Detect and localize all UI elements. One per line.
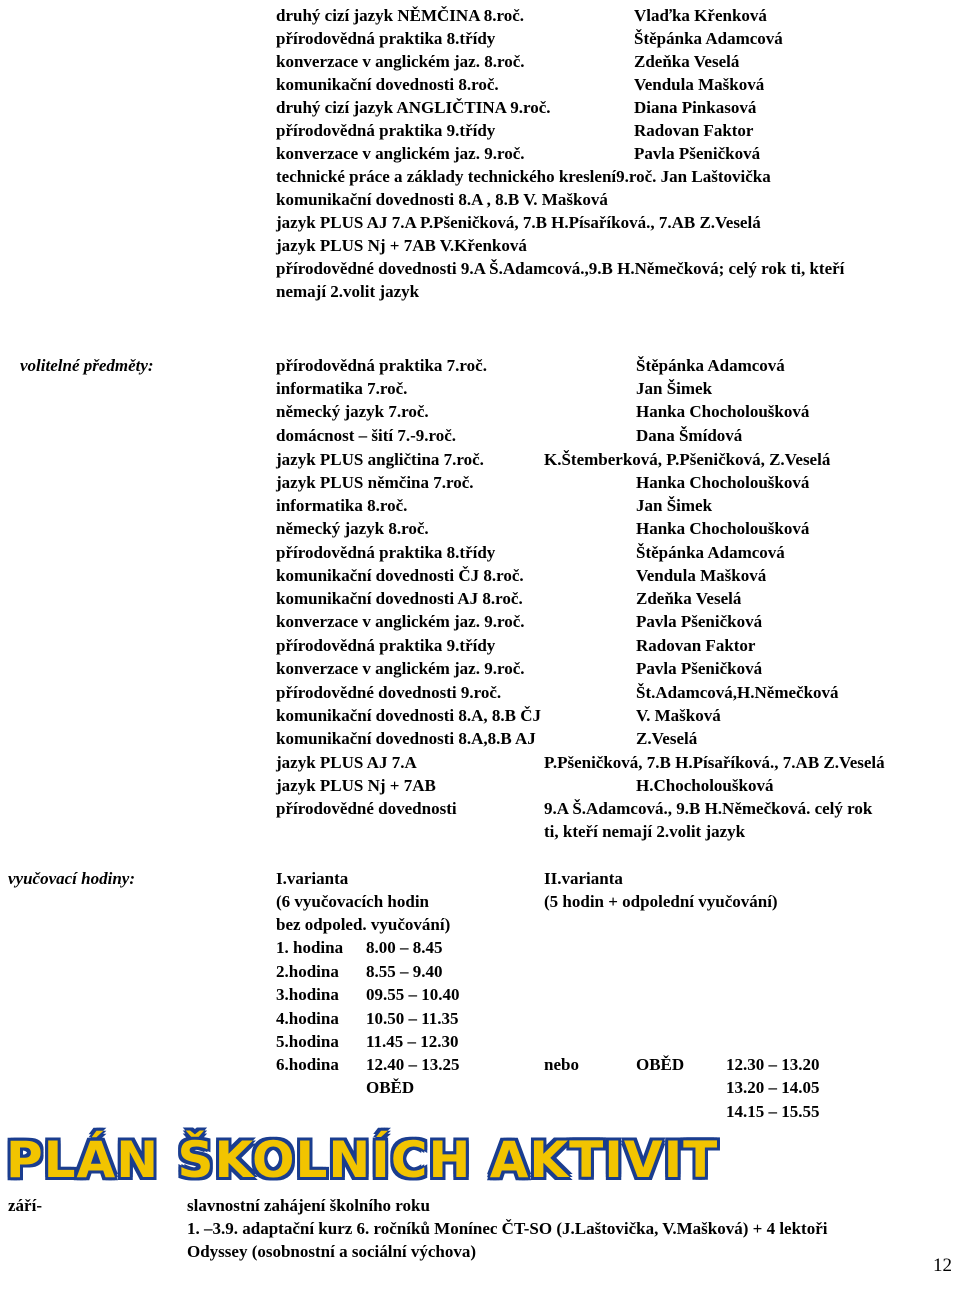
elective-subject: komunikační dovednosti ČJ 8.roč. xyxy=(276,566,524,585)
hour-label: 6.hodina xyxy=(276,1055,339,1074)
activity-line: slavnostní zahájení školního roku xyxy=(187,1196,430,1215)
elective-teacher: Hanka Chocholoušková xyxy=(636,473,810,492)
activity-line: 1. –3.9. adaptační kurz 6. ročníků Monínec ČT-SO (J.Laštovička, V.Mašková) + 4 lektoři xyxy=(187,1219,828,1238)
elective-subject: konverzace v anglickém jaz. 9.roč. xyxy=(276,659,525,678)
variant-2-title: II.varianta xyxy=(544,869,623,888)
hour-time: 10.50 – 11.35 xyxy=(366,1009,459,1028)
top-subject: druhý cizí jazyk NĚMČINA 8.roč. xyxy=(276,6,525,25)
hour-time: 8.00 – 8.45 xyxy=(366,938,443,957)
variant-2-time: 14.15 – 15.55 xyxy=(726,1102,820,1121)
hour-label: 4.hodina xyxy=(276,1009,339,1028)
or-label: nebo xyxy=(544,1055,579,1074)
variant-2-time: 12.30 – 13.20 xyxy=(726,1055,820,1074)
lunch-label: OBĚD xyxy=(636,1055,685,1074)
elective-teacher: Štěpánka Adamcová xyxy=(636,543,785,562)
elective-teacher: Jan Šimek xyxy=(636,496,713,515)
elective-teacher: V. Mašková xyxy=(636,706,721,725)
elective-teacher: Z.Veselá xyxy=(636,729,698,748)
top-teacher: Štěpánka Adamcová xyxy=(634,29,783,48)
elective-teacher: Zdeňka Veselá xyxy=(636,589,742,608)
elective-subject: komunikační dovednosti AJ 8.roč. xyxy=(276,589,523,608)
activities-banner: PLÁN ŠKOLNÍCH AKTIVIT xyxy=(6,1131,719,1189)
hours-heading: vyučovací hodiny: xyxy=(8,869,135,888)
hour-label: 3.hodina xyxy=(276,985,339,1004)
hour-time: 12.40 – 13.25 xyxy=(366,1055,460,1074)
hour-label: 5.hodina xyxy=(276,1032,339,1051)
elective-subject: komunikační dovednosti 8.A,8.B AJ xyxy=(276,729,536,748)
elective-teacher: H.Chocholoušková xyxy=(636,776,774,795)
hour-time: 09.55 – 10.40 xyxy=(366,985,460,1004)
elective-subject: přírodovědné dovednosti xyxy=(276,799,457,818)
hour-time: 11.45 – 12.30 xyxy=(366,1032,459,1051)
elective-teacher: P.Pšeničková, 7.B H.Písaříková., 7.AB Z.Veselá xyxy=(544,753,885,772)
elective-teacher: Št.Adamcová,H.Němečková xyxy=(636,683,839,702)
top-subject: konverzace v anglickém jaz. 8.roč. xyxy=(276,52,525,71)
elective-teacher: Hanka Chocholoušková xyxy=(636,519,810,538)
variant-1-note: bez odpoled. vyučování) xyxy=(276,915,451,934)
page-number: 12 xyxy=(933,1255,952,1276)
top-line: jazyk PLUS Nj + 7AB V.Křenková xyxy=(276,236,527,255)
top-subject: konverzace v anglickém jaz. 9.roč. xyxy=(276,144,525,163)
hour-label: 2.hodina xyxy=(276,962,339,981)
elective-teacher: 9.A Š.Adamcová., 9.B H.Němečková. celý rok xyxy=(544,799,873,818)
variant-1-title: I.varianta xyxy=(276,869,349,888)
elective-subject: přírodovědná praktika 9.třídy xyxy=(276,636,496,655)
elective-teacher: Dana Šmídová xyxy=(636,426,743,445)
elective-subject: přírodovědná praktika 7.roč. xyxy=(276,356,487,375)
elective-subject: informatika 7.roč. xyxy=(276,379,408,398)
elective-teacher: Jan Šimek xyxy=(636,379,713,398)
top-subject: druhý cizí jazyk ANGLIČTINA 9.roč. xyxy=(276,98,551,117)
variant-2-time: 13.20 – 14.05 xyxy=(726,1078,820,1097)
elective-subject: jazyk PLUS němčina 7.roč. xyxy=(276,473,474,492)
elective-subject: německý jazyk 8.roč. xyxy=(276,519,429,538)
elective-subject: německý jazyk 7.roč. xyxy=(276,402,429,421)
elective-heading: volitelné předměty: xyxy=(20,356,154,375)
elective-subject: jazyk PLUS Nj + 7AB xyxy=(276,776,436,795)
elective-subject: přírodovědné dovednosti 9.roč. xyxy=(276,683,502,702)
top-teacher: Radovan Faktor xyxy=(634,121,754,140)
elective-subject: komunikační dovednosti 8.A, 8.B ČJ xyxy=(276,706,541,725)
top-subject: komunikační dovednosti 8.roč. xyxy=(276,75,499,94)
top-line: komunikační dovednosti 8.A , 8.B V. Mašková xyxy=(276,190,608,209)
elective-subject: konverzace v anglickém jaz. 9.roč. xyxy=(276,612,525,631)
top-line: technické práce a základy technického kreslení9.roč. Jan Laštovička xyxy=(276,167,771,186)
top-teacher: Vlaďka Křenková xyxy=(634,6,767,25)
elective-teacher: K.Štemberková, P.Pšeničková, Z.Veselá xyxy=(544,450,831,469)
top-teacher: Vendula Mašková xyxy=(634,75,765,94)
elective-subject: informatika 8.roč. xyxy=(276,496,408,515)
top-teacher: Pavla Pšeničková xyxy=(634,144,761,163)
month-label: září- xyxy=(8,1196,42,1215)
elective-teacher: Pavla Pšeničková xyxy=(636,659,763,678)
top-line: jazyk PLUS AJ 7.A P.Pšeničková, 7.B H.Písaříková., 7.AB Z.Veselá xyxy=(276,213,761,232)
top-subject: přírodovědná praktika 9.třídy xyxy=(276,121,496,140)
top-teacher: Zdeňka Veselá xyxy=(634,52,740,71)
elective-teacher: Vendula Mašková xyxy=(636,566,767,585)
top-line: přírodovědné dovednosti 9.A Š.Adamcová.,9.B H.Němečková; celý rok ti, kteří xyxy=(276,259,845,278)
elective-teacher: Radovan Faktor xyxy=(636,636,756,655)
elective-subject: přírodovědná praktika 8.třídy xyxy=(276,543,496,562)
top-teacher: Diana Pinkasová xyxy=(634,98,757,117)
elective-teacher: Pavla Pšeničková xyxy=(636,612,763,631)
activity-line: Odyssey (osobnostní a sociální výchova) xyxy=(187,1242,477,1261)
elective-teacher: Štěpánka Adamcová xyxy=(636,356,785,375)
elective-subject: jazyk PLUS angličtina 7.roč. xyxy=(276,450,484,469)
elective-subject: jazyk PLUS AJ 7.A xyxy=(276,753,417,772)
elective-note: ti, kteří nemají 2.volit jazyk xyxy=(544,822,746,841)
top-line: nemají 2.volit jazyk xyxy=(276,282,420,301)
elective-teacher: Hanka Chocholoušková xyxy=(636,402,810,421)
variant-1-note: (6 vyučovacích hodin xyxy=(276,892,430,911)
variant-2-note: (5 hodin + odpolední vyučování) xyxy=(544,892,778,911)
hour-label: 1. hodina xyxy=(276,938,344,957)
lunch-label: OBĚD xyxy=(366,1078,415,1097)
elective-subject: domácnost – šití 7.-9.roč. xyxy=(276,426,457,445)
hour-time: 8.55 – 9.40 xyxy=(366,962,443,981)
top-subject: přírodovědná praktika 8.třídy xyxy=(276,29,496,48)
